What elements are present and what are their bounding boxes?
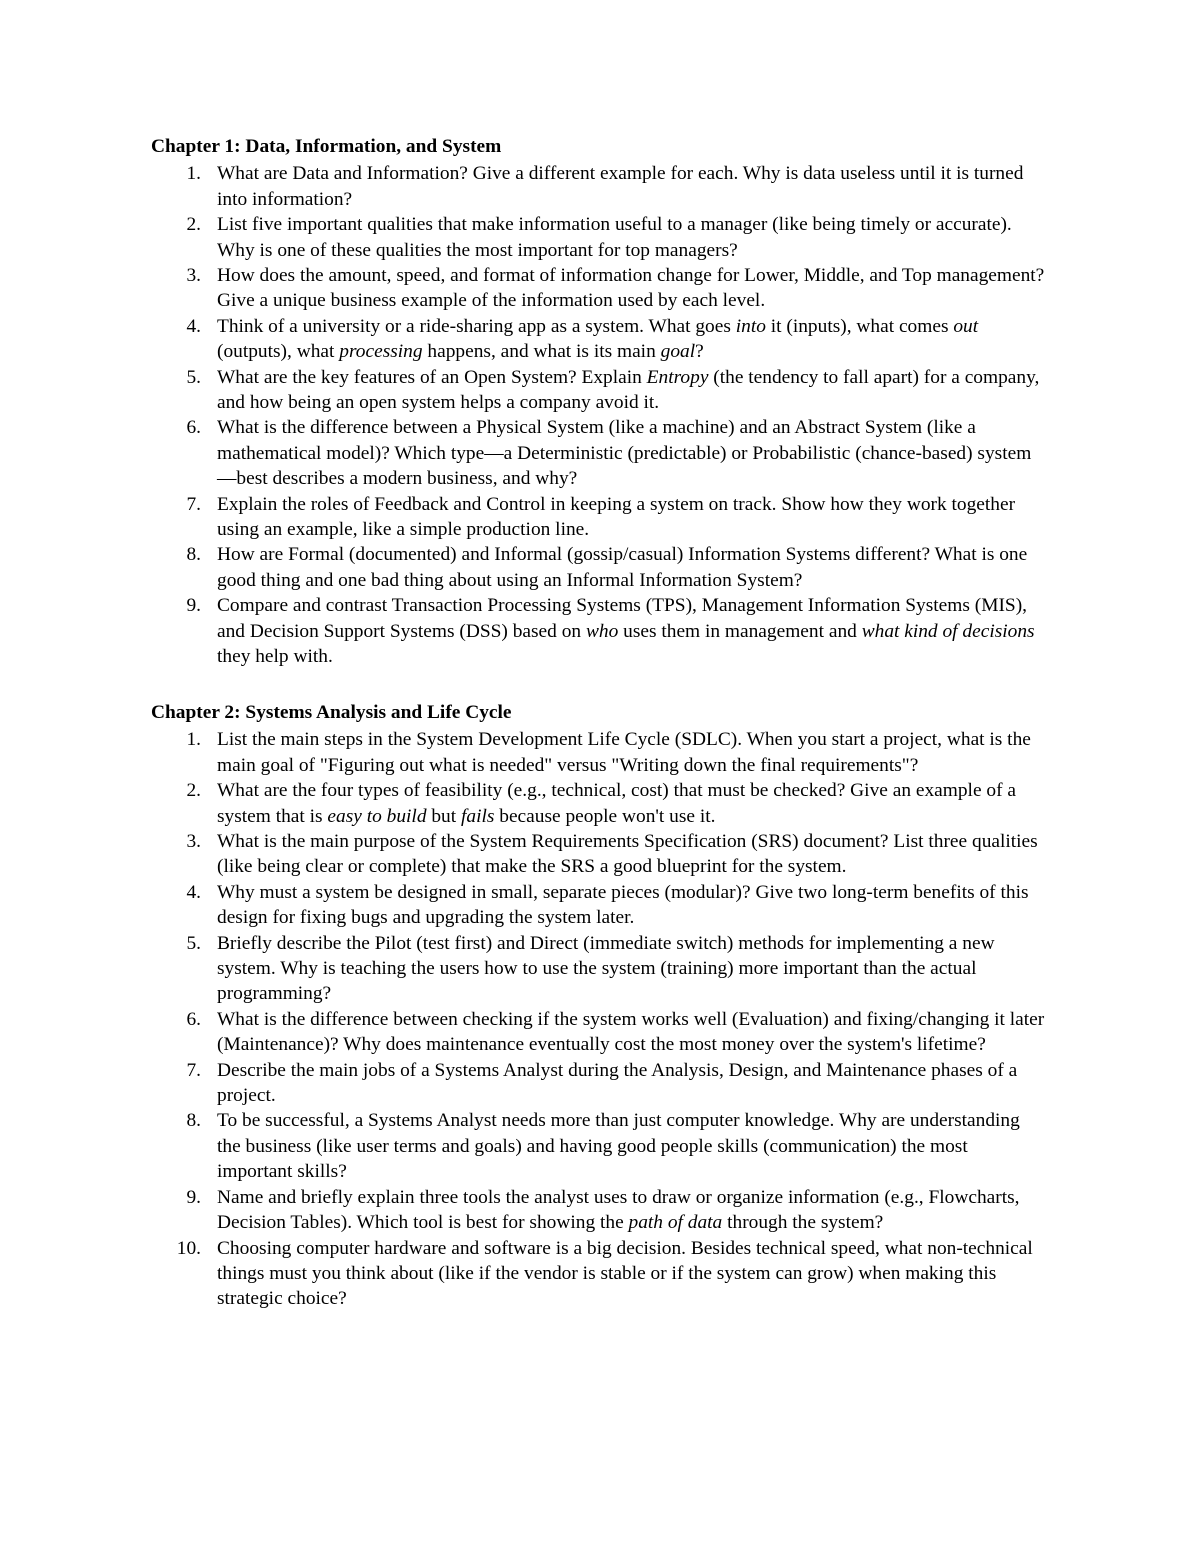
question-item bbox=[151, 829, 1051, 880]
question-text-segment: Describe the main jobs of a Systems Analyst during the Analysis, Design, and Maintenance phases of a project. bbox=[217, 1059, 1018, 1107]
question-number: 4. bbox=[186, 881, 201, 903]
question-item bbox=[151, 1007, 1051, 1058]
question-text bbox=[217, 593, 1047, 669]
question-text bbox=[217, 365, 1047, 416]
question-number: 2. bbox=[186, 214, 201, 236]
question-number: 5. bbox=[186, 932, 201, 954]
chapter-2-section bbox=[151, 700, 1051, 1312]
question-emphasis: who bbox=[585, 620, 619, 642]
question-text bbox=[217, 829, 1047, 880]
question-item bbox=[151, 778, 1051, 829]
question-number: 1. bbox=[186, 729, 201, 751]
question-text-segment: What is the main purpose of the System Requirements Specification (SRS) document? List three qualities (like being clear or complete) that make the SRS a good blueprint for the system. bbox=[217, 831, 1038, 878]
question-number: 3. bbox=[186, 831, 201, 853]
question-number: 5. bbox=[186, 366, 201, 388]
question-emphasis: Entropy bbox=[646, 366, 709, 388]
question-text-segment: they help with. bbox=[217, 646, 333, 668]
question-text bbox=[217, 727, 1047, 778]
question-text-segment: but bbox=[426, 805, 461, 827]
question-item bbox=[151, 727, 1051, 778]
chapter-1-question-list bbox=[151, 161, 1051, 669]
chapter-1-section bbox=[151, 134, 1051, 670]
question-text-segment: List five important qualities that make information useful to a manager (like being timely or accurate). Why is one of these qualities the most important for top managers? bbox=[217, 214, 1012, 261]
question-text bbox=[217, 931, 1047, 1007]
question-text-segment: (outputs), what bbox=[217, 341, 340, 363]
question-item bbox=[151, 492, 1051, 543]
question-text-segment: Think of a university or a ride-sharing app as a system. What goes bbox=[217, 315, 736, 337]
question-number: 4. bbox=[186, 315, 201, 337]
question-emphasis: into bbox=[735, 315, 766, 337]
question-number: 7. bbox=[186, 493, 201, 515]
question-emphasis: easy to build bbox=[327, 805, 427, 827]
question-number: 10. bbox=[176, 1237, 201, 1259]
question-text-segment: How does the amount, speed, and format of information change for Lower, Middle, and Top management? Give a unique business example of the information used by each level. bbox=[217, 265, 1045, 312]
question-item bbox=[151, 593, 1051, 669]
question-text bbox=[217, 1236, 1047, 1312]
question-text bbox=[217, 212, 1047, 263]
question-text bbox=[217, 542, 1047, 593]
question-emphasis: path of data bbox=[628, 1212, 723, 1234]
question-emphasis: goal bbox=[660, 341, 696, 363]
question-text-segment: Why must a system be designed in small, separate pieces (modular)? Give two long-term benefits of this design for fixing bugs and upgrading the system later. bbox=[217, 881, 1029, 929]
chapter-2-question-list bbox=[151, 727, 1051, 1311]
question-number: 6. bbox=[186, 1008, 201, 1030]
question-text bbox=[217, 1185, 1047, 1236]
question-text-segment: What are the four types of feasibility (e.g., technical, cost) that must be checked? Give an example of a system that is bbox=[217, 780, 1017, 827]
question-text bbox=[217, 415, 1047, 491]
question-item bbox=[151, 1108, 1051, 1184]
question-text bbox=[217, 492, 1047, 543]
question-text-segment: How are Formal (documented) and Informal (gossip/casual) Information Systems different? What is one good thing and one bad thing about using an Informal Information System? bbox=[217, 544, 1028, 591]
question-text-segment: it (inputs), what comes bbox=[765, 315, 954, 337]
question-text-segment: happens, and what is its main bbox=[422, 341, 661, 363]
question-number: 1. bbox=[186, 163, 201, 185]
question-text-segment: What are Data and Information? Give a different example for each. Why is data useless until it is turned into information? bbox=[217, 163, 1024, 210]
question-number: 7. bbox=[186, 1059, 201, 1081]
chapter-2-title: Chapter 2: Systems Analysis and Life Cycle bbox=[151, 702, 512, 723]
question-text bbox=[217, 314, 1047, 365]
question-item bbox=[151, 365, 1051, 416]
question-number: 2. bbox=[186, 780, 201, 802]
question-number: 9. bbox=[186, 1186, 201, 1208]
question-number: 6. bbox=[186, 417, 201, 439]
question-text bbox=[217, 263, 1047, 314]
question-item bbox=[151, 212, 1051, 263]
question-text-segment: ? bbox=[695, 341, 704, 363]
question-text-segment: Explain the roles of Feedback and Control in keeping a system on track. Show how they work together using an example, like a simple production line. bbox=[217, 493, 1016, 541]
question-text bbox=[217, 1058, 1047, 1109]
question-text-segment: What is the difference between a Physical System (like a machine) and an Abstract System (like a mathematical model)? Which type—a Deterministic (predictable) or Probabilistic (chance-based) system—best describes a modern business, and why? bbox=[217, 417, 1032, 490]
question-item bbox=[151, 1058, 1051, 1109]
question-emphasis: processing bbox=[339, 341, 423, 363]
question-text bbox=[217, 1007, 1047, 1058]
question-item bbox=[151, 542, 1051, 593]
question-text-segment: Briefly describe the Pilot (test first) and Direct (immediate switch) methods for implementing a new system. Why is teaching the users how to use the system (training) more important than the actual programming? bbox=[217, 932, 995, 1005]
question-number: 8. bbox=[186, 544, 201, 566]
question-number: 8. bbox=[186, 1110, 201, 1132]
question-item bbox=[151, 161, 1051, 212]
question-item bbox=[151, 263, 1051, 314]
question-text-segment: because people won't use it. bbox=[494, 805, 716, 827]
question-text bbox=[217, 880, 1047, 931]
question-text-segment: Compare and contrast Transaction Processing Systems (TPS), Management Information Systems (MIS), and Decision Support Systems (DSS) based on bbox=[217, 595, 1028, 642]
question-text bbox=[217, 161, 1047, 212]
question-item bbox=[151, 931, 1051, 1007]
question-item bbox=[151, 1236, 1051, 1312]
question-emphasis: out bbox=[953, 315, 979, 337]
question-text-segment: What is the difference between checking if the system works well (Evaluation) and fixing/changing it later (Maintenance)? Why does maintenance eventually cost the most money over the system's lifetime? bbox=[217, 1008, 1045, 1056]
question-number: 3. bbox=[186, 265, 201, 287]
chapter-1-title: Chapter 1: Data, Information, and System bbox=[151, 136, 502, 157]
question-item bbox=[151, 314, 1051, 365]
question-text-segment: uses them in management and bbox=[618, 620, 862, 642]
question-item bbox=[151, 415, 1051, 491]
question-item bbox=[151, 880, 1051, 931]
question-number: 9. bbox=[186, 595, 201, 617]
question-text bbox=[217, 1108, 1047, 1184]
question-emphasis: what kind of decisions bbox=[861, 620, 1035, 642]
question-text-segment: Name and briefly explain three tools the analyst uses to draw or organize information (e.g., Flowcharts, Decision Tables). Which tool is best for showing the bbox=[217, 1186, 1020, 1234]
question-text-segment: through the system? bbox=[722, 1212, 884, 1234]
question-item bbox=[151, 1185, 1051, 1236]
question-text-segment: List the main steps in the System Development Life Cycle (SDLC). When you start a project, what is the main goal of "Figuring out what is needed" versus "Writing down the final requirements"? bbox=[217, 729, 1031, 776]
question-text-segment: What are the key features of an Open System? Explain bbox=[217, 366, 647, 388]
question-emphasis: fails bbox=[461, 805, 495, 827]
question-text bbox=[217, 778, 1047, 829]
question-text-segment: (the tendency to fall apart) for a company, and how being an open system helps a company avoid it. bbox=[217, 366, 1040, 414]
question-text-segment: Choosing computer hardware and software is a big decision. Besides technical speed, what non-technical things must you think about (like if the vendor is stable or if the system can grow) when making this strategic choice? bbox=[217, 1237, 1033, 1310]
question-text-segment: To be successful, a Systems Analyst needs more than just computer knowledge. Why are understanding the business (like user terms and goals) and having good people skills (communication) the most important skills? bbox=[217, 1110, 1020, 1183]
